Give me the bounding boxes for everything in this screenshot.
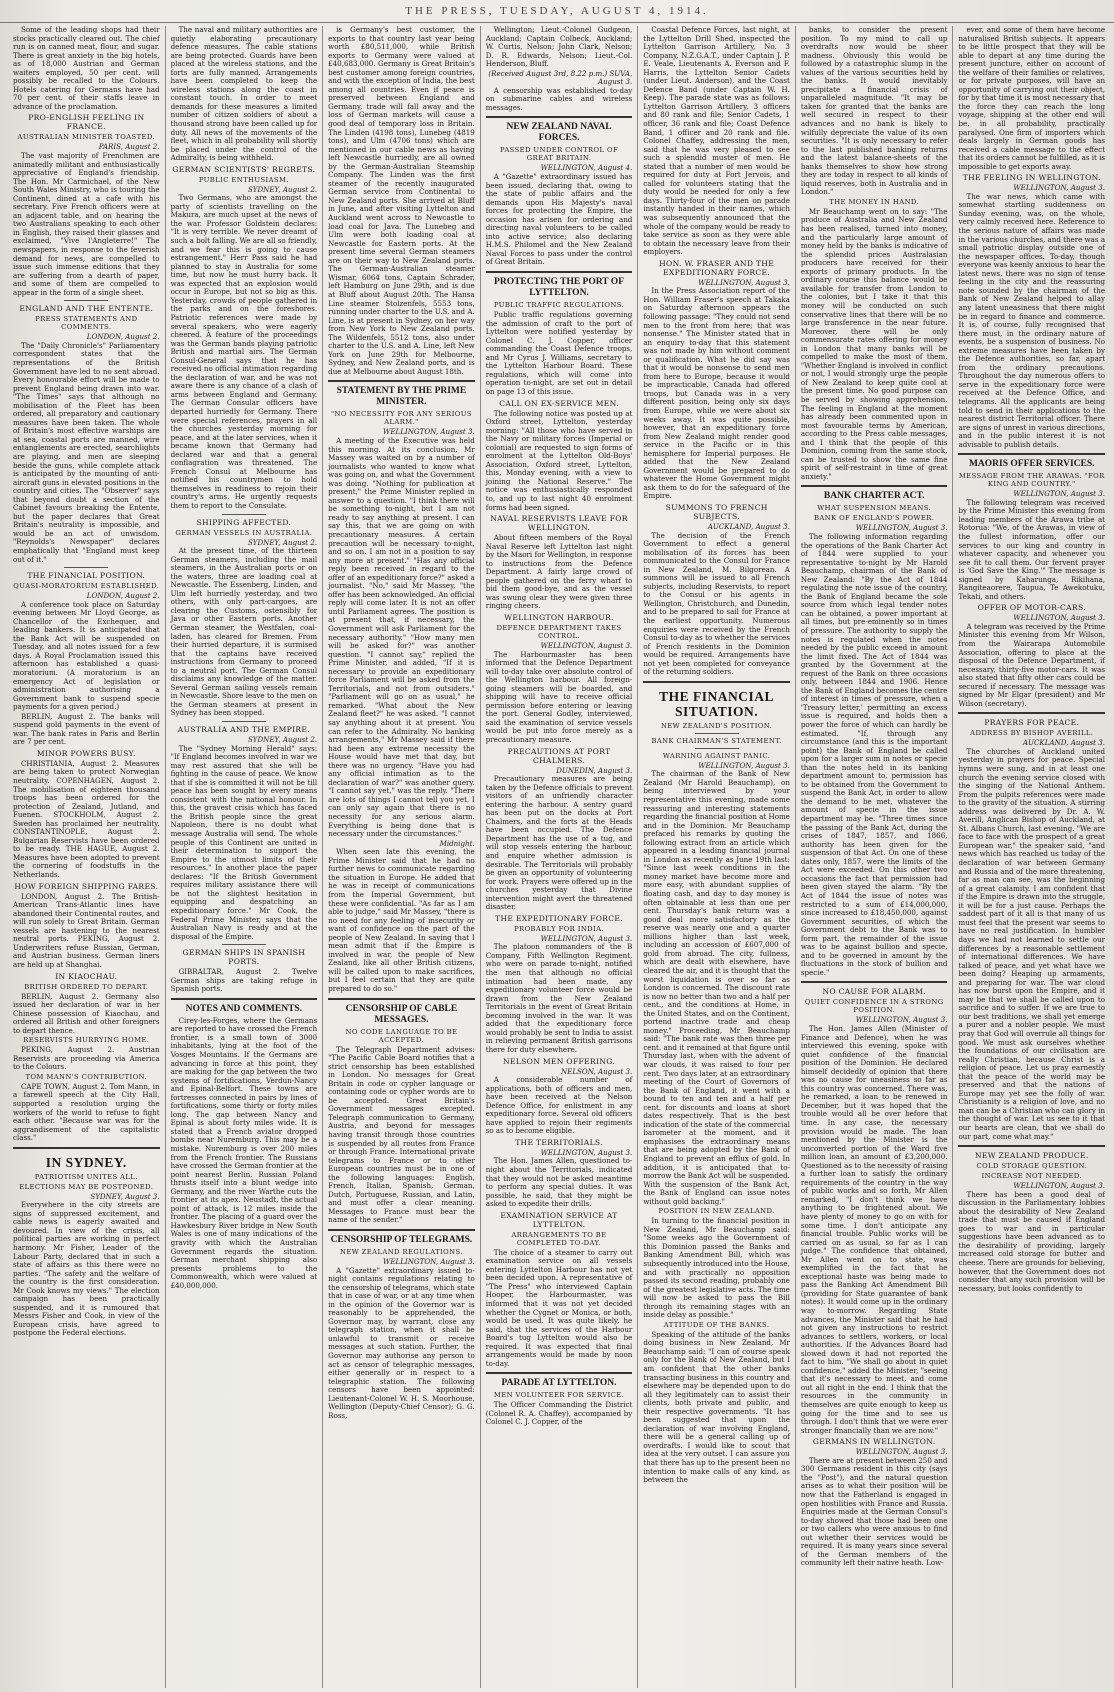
dateline: SYDNEY, August 3. xyxy=(90,1191,160,1201)
subheadline: WARNING AGAINST PANIC. xyxy=(662,751,771,760)
article-text: The following telegram was received by the Prime Minister this evening from leading members of the Arawa tribe at Rotorua: "We, of the Arawas, in view of the fullest information, offer our services to our king and country in whatever capacity, and whenever you see fit to call them. Our fervent prayer is 'God Save the King.'" The message is signed by Kaharunga, Rikihana, Rangiteaorere, Taupua, Te Awekotuku, Tekati, and others. xyxy=(958,497,1106,601)
dateline: WELLINGTON, August 3. xyxy=(1013,489,1106,499)
article-text: The Hon. James Allen, questioned to-night about the Territorials, indicated that they would not be asked meantime to perform any special duties. It was possible, he said, that they might be asked to expedite their drills. xyxy=(485,1156,633,1209)
article-text: The decision of the French Government to effect a general mobilisation of its forces has been communicated to the Consul for France in New Zealand, M. Bilgorean. A summons will be issued to all French subjects, including Reservists, to report to the Consul or his agents in Wellington, Christchurch, and Dunedin, and to be prepared to sail for France at the earliest opportunity. Numerous enquiries were received by the French Consul to-day as to whether the services of French residents in the Dominion would be required. Arrangements have not yet been completed for conveyance of the returning soldiers. xyxy=(643,530,790,677)
column-3 xyxy=(323,26,481,1688)
article-text: In the Press Association report of the Hon. William Fraser's speech at Takaka on Saturday afternoon appears the following passage: "They could not send men to the front from here; that was nonsense." The Minister stated that in an enquiry to-day that this statement was not made by him without comment or qualification. What he did say was that it would be nonsense to send men from here to Europe, because it would be impracticable. Canada had offered troops, but Canada was in a very different position, being only six days from Europe, while we were about six weeks away. It was quite possible, however, that an expeditionary force from New Zealand might render good service in the Pacific or in this hemisphere for Imperial purposes. He added that the New Zealand Government would be prepared to do whatever the Home Government might ask them to do for the safeguard of the Empire. xyxy=(643,286,790,501)
dateline: WELLINGTON, August 3. xyxy=(383,1257,475,1266)
headline: THE EXPEDITIONARY FORCE. xyxy=(495,913,623,923)
dateline: WELLINGTON, August 3. xyxy=(540,1147,633,1157)
headline-large: IN SYDNEY. xyxy=(45,1154,127,1170)
subheadline: PRESS STATEMENTS AND COMMENTS. xyxy=(35,315,138,332)
headline: SHIPPING AFFECTED. xyxy=(196,517,292,527)
subheadline: TOM MANN'S CONTRIBUTION. xyxy=(25,1072,148,1081)
subheadline: ADDRESS BY BISHOP AVERILL. xyxy=(970,729,1094,738)
headline-medium: BANK CHARTER ACT. xyxy=(823,491,925,502)
subheadline: INCREASE NOT NEEDED. xyxy=(981,1172,1082,1181)
subheadline: BRITISH ORDERED TO DEPART. xyxy=(24,982,149,991)
dateline: WELLINGTON, August 3. xyxy=(1013,1181,1106,1191)
dateline: WELLINGTON, August 3. xyxy=(855,1447,948,1457)
article-text: The following notice was posted up at Oxford street, Lyttelton, yesterday morning: "All those who have served in the Navy or military forces (Imperial or colonial) are requested to sign forms of enrolment at the Lyttelton Old-Boys' Association, Oxford street, Lyttelton, this, Monday evening, with a view to joining the National Reserve." The notice was enthusiastically responded to, and up to last night 40 enrolment forms had been signed. xyxy=(485,408,633,512)
headline: ENGLAND AND THE ENTENTE. xyxy=(19,304,154,314)
article-text: The following information regarding the operations of the Bank Charter Act of 1844 were supplied to your representative to-night by Mr Harold Beauchamp, chairman of the Bank of New Zealand: "By the Act of 1844 regulating the note issue of the country, the Bank of England became the sole source from which legal tender notes can be obtained, a power important at all times, but pre-eminently so in times of pressure. The authority to supply the notes is regulated when the notes needed by the public exceed in amount the limit fixed. The Act of 1844 was granted by the Government at the request of the Bank on three occasions only, between 1844 and 1906. Hence the Bank of England becomes the centre of interest in times of pressure, when a 'Treasury letter,' permitting an excess issue is required, and holds then a power the force of which can hardly be estimated. "If, through any circumstance (and this is the important point) the Bank of England be called upon for a larger sum in notes or specie than the notes held in its banking department amount to, permission has to be obtained from the Government to suspend the Bank Act, in order to allow the demand to be met, whatever the amount of specie in the issue department may be. "Three times since the passing of the Bank Act, during the crises of 1847, 1857, and 1866, authority has been given for the suspension of that Act. On one of these dates only, 1857, were the limits of the Act were exceeded. On this other two occasions the fact that permission had been given stayed the alarm. "By the Act of 1844 the issue of notes was restricted to a sum of £14,000,000, since increased to £18,450,000, against Government securities, of which the Government debt to the Bank was to form part, the remainder of the issue was to be against bullion and specie, and to be governed in amount by the fluctuations in the stock of bullion and specie." xyxy=(800,531,948,977)
article-text: A meeting of the Executive was held this morning. At its conclusion, Mr Massey was waited on by a number of journalists who wanted to know what was going on, and what the Government was doing. "Nothing for publication at present," the Prime Minister replied in answer to a question. "I think there will be something to-night, but I am not ready to say anything at present. I can say this, that we are going on with precautionary measures. A certain precaution will be necessary to-night, and so on. I am not in a position to say any more at present." "Has any official reply been received in regard to the offer of an expeditionary force?" asked a journalist. "No," said Mr Massey, "the offer has been acknowledged. An official reply will come later. It is not an offer until Parliament agrees. The position is at present that, if necessary, the Government will ask Parliament for the necessary authority." "How many men will be asked for?" was another question. "I cannot say," replied the Prime Minister, and added, "If it is necessary to provide an expeditionary force Parliament will be asked from the Territorials, and not from outsiders." "Parliament will go on as usual," he remarked. "What about the New Zealand fleet?" he was asked. "I cannot say anything about it at present. You can refer to the Admiralty. No banking arrangements," Mr Massey said if there had been any extreme necessity the House would have met that day, but there was no urgency. "Have you had any official intimation as to the declaration of war?" was another query. "I cannot say yet," was the reply. "There are lots of things I cannot tell you yet. I can only say again that there is no necessity for any serious alarm. Everything is being done that is necessary under the circumstances." xyxy=(328,435,475,839)
headline: GERMAN SHIPS IN SPANISH PORTS. xyxy=(182,948,306,967)
headline: WELLINGTON HARBOUR. xyxy=(504,612,614,622)
headline: PRAYERS FOR PEACE. xyxy=(984,718,1080,728)
article-text: A conference took place on Saturday evening between Mr Lloyd George, as Chancellor of the Exchequer, and leading bankers. It is anticipated that the Bank Act will be suspended on Tuesday, and all notes issued for a few days. A Royal Proclamation issued this afternoon has established a quasi-moratorium. (A moratorium is an emergency Act of legislation or administration authorising a Government bank to suspend specie payments for a given period.) xyxy=(13,599,160,712)
subheadline: GERMAN VESSELS IN AUSTRALIA. xyxy=(175,528,313,537)
article-text: A censorship was established to-day on submarine cables and wireless messages. xyxy=(485,85,633,112)
dateline: AUCKLAND, August 3. xyxy=(1022,738,1106,748)
dateline: SYDNEY, August 2. xyxy=(247,735,318,745)
headline: THE TERRITORIALS. xyxy=(515,1137,603,1147)
dateline: WELLINGTON, August 3. xyxy=(383,427,475,437)
article-text: Cirey-les-Forges, where the Germans are reported to have crossed the French frontier, is a small town of 3000 inhabitants, lying at the foot of the Vosges Mountains. If the Germans are advancing in force at this point, they are making for the gap between the two systems of fortifications, Verdun-Nancy and Epinal-Belfort. These towns are fortresses connected in pairs by lines of fortifications, some thirty or forty miles long. The gap between Nancy and Epinal is about forty miles wide. It is stated that a French aviator dropped bombs near Nuremburg. This may be a mistake. Nuremburg is over 200 miles from the French frontier. The Russians have crossed the German frontier at the point nearest Berlin. Russian Poland thrusts itself into a blunt wedge into Germany, and the river Warthe cuts the frontier at its apex. Neustadt, the actual point of attack, is 12 miles inside the frontier. The placing of a guard over the Hawkesbury River bridge in New South Wales is one of many indications of the gravity with which the Australian Government regards the situation. German merchant shipping also presents problems to the Commonwealth, which were valued at £40,000,000. xyxy=(170,1015,318,1290)
subheadline: THE MONEY IN HAND. xyxy=(829,197,920,206)
dateline: (Received August 3rd, 8.22 p.m.) SUVA, August 3. xyxy=(488,68,633,87)
article-text: A "Gazette" extraordinary issued to-night contains regulations relating to the censorship of telegrams, which state that in case of war, or at any time when in the opinion of the Governor war is reasonably to be apprehended, the Governor may, by warrant, close any telegraph station, when it shall be unlawful to transmit or receive messages at such station. Further, the Governor may authorise any person to act as censor of telegraphic messages, either generally or in respect to a telegraphic station. The following censors have been appointed: Lieutenant-Colonel W. H. S. Moorhouse, Wellington (Deputy-Chief Censor); G. G. Ross, xyxy=(328,1265,475,1420)
headline-large: THE FINANCIAL SITUATION. xyxy=(659,688,775,719)
headline: AUSTRALIA AND THE EMPIRE. xyxy=(177,725,310,735)
subheadline: AUSTRALIAN MINISTER TOASTED. xyxy=(17,133,156,142)
subheadline: NEW ZEALAND REGULATIONS. xyxy=(340,1248,463,1256)
dateline: WELLINGTON, August 3. xyxy=(1013,183,1106,193)
dateline: NELSON, August 3. xyxy=(560,1066,633,1076)
subheadline: DEFENCE DEPARTMENT TAKES CONTROL. xyxy=(496,623,622,640)
subheadline: ATTITUDE OF THE BANKS. xyxy=(663,1320,770,1329)
article-text: PEKING, August 2. Austrian Reservists are proceeding via America to the Colours. xyxy=(13,1045,160,1072)
subheadline: RESERVISTS HURRYING HOME. xyxy=(23,1036,150,1045)
dateline: Midnight. xyxy=(439,838,475,848)
subheadline: POSITION IN NEW ZEALAND. xyxy=(658,1207,775,1216)
headline-medium: CENSORSHIP OF TELEGRAMS. xyxy=(330,1235,473,1245)
headline: GERMAN SCIENTISTS' REGRETS. xyxy=(172,164,316,174)
column-4 xyxy=(481,26,639,1688)
headline: HOW FOREIGN SHIPPING FARES. xyxy=(14,881,159,891)
headline: IN KIAOCHAU. xyxy=(55,971,118,981)
headline: EXAMINATION SERVICE AT LYTTELTON. xyxy=(500,1210,618,1229)
subheadline: PUBLIC TRAFFIC REGULATIONS. xyxy=(493,301,625,310)
article-text: banks, to consider the present position. To my mind to call up overdrafts now would be sheer madness. Obviously this would be followed by a catastrophic slump in the values of the various securities held by the banks. It would inevitably precipitate a financial crisis of unparalleled magnitude. "It may be taken for granted that the banks are well secured in respect to their advances and no bank is likely to wilfully depreciate the value of its own securities. "It is only necessary to refer to the last published banking returns and the latest balance-sheets of the banks themselves to show how strong they are today in respect to all kinds of liquid reserves, both in Australia and in London." xyxy=(800,26,948,197)
dateline: WELLINGTON, August 3. xyxy=(698,760,790,770)
article-text: In turning to the financial position in New Zealand, Mr Beauchamp said: "Some weeks ago the Government of this Dominion passed the Banks and Banking Amendment Bill, which was subsequently introduced into the House, and with practically no opposition passed its second reading, probably one of the greatest legislative acts. The time will now be asked to pass the Bill through its remaining stages with an inside delay as possible." xyxy=(643,1216,790,1320)
subheadline: PASSED UNDER CONTROL OF GREAT BRITAIN. xyxy=(499,146,619,163)
article-text: The chairman of the Bank of New Zealand (Mr Harold Beauchamp), on being interviewed by your representative this evening, made some reassuring and interesting statements regarding the financial position at Home and in the Dominion. Mr Beauchamp prefaced his remarks by quoting the following extract from an article which appeared in a leading financial journal in London as recently as June 19th last: "Since last week conditions in the money market have become more and more easy, with abundant supplies of floating cash, and day to day money is often obtainable at less than one per cent. Thursday's bank return was a good deal more satisfactory as the reserve was nearly one and a quarter millions higher than last week, including an accession of £607,000 of gold from abroad. The city, fullness, which are dealt with elsewhere, have cleared the air, and it is thought that the worst liquidation is over so far as London is concerned. The discount rate is now no better than two and a half per cent., and the conditions at Home, in the United States, and on the Continent, portend inactive trade and cheap money." Proceeding, Mr Beauchamp said: "The bank rate was then three per cent. and it remained at that figure until Thursday last, when with the advent of war clouds, it was raised to four per cent. Two days later, at an extraordinary meeting of the Court of Governors of the Bank of England, it went with a bound to ten and ten and a half per cent. for discounts and loans at short dates respectively. That is the best indication of the state of the commercial barometer at the moment, and it emphasises the extraordinary means that are being adopted by the Bank of England to prevent an efflux of gold. In addition, it is anticipated that to-morrow the Bank Act will be suspended. With the suspension of the Bank Act, the Bank of England can issue notes without gold backing." xyxy=(643,769,790,1206)
article-text: Everywhere in the city streets are signs of suppressed excitement, and cable news is eagerly awaited and devoured. In view of the crisis, all political parties are working in perfect harmony. Mr Fisher, Leader of the Labour Party, declared that in such a state of affairs as this there were no parties. "The safety and the welfare of the country is the first consideration. Mr Cook knows my views." The election campaign has been practically suspended, and it is rumoured that Messrs Fisher and Cook, in view of the European crisis, have agreed to postpone the Federal elections. xyxy=(13,1200,160,1338)
headline: THE FEELING IN WELLINGTON. xyxy=(962,173,1101,183)
article-text: The Officer Commanding the District (Colonel R. A. Chaffey), accompanied by Colonel C. J. Copper, of the xyxy=(485,1400,633,1427)
headline: MINOR POWERS BUSY. xyxy=(36,748,136,758)
headline: NELSON MEN OFFERING. xyxy=(503,1056,616,1066)
article-text: The choice of a steamer to carry out examination service on all vessels entering Lyttelton Harbour has not yet been decided upon. A representative of "The Press" who interviewed Captain Hooper, the Harbourmaster, was informed that it was not yet decided whether the Cygnet or Monica, or both, would be used. It was quite likely, he said, that the services of the Harbour Board's tug Lyttelton would also be required. It was expected that final arrangements would be made by noon to-day. xyxy=(485,1247,633,1368)
article-text: Coastal Defence Forces, last night, at the Lyttelton Drill Shed, inspected the Lyttelton Garrison Artillery, No. 3 Company, N.Z.G.A.T., under Captain J. P. E. Veale, Lieutenants A. Everson and F. Harris, the Lyttelton Senior Cadets (under Lieut. Anderson), and the Coast Defence Band (under Captain W. H. Keep). The parade state was as follows: Lyttelton Garrison Artillery, 3 officers and 80 rank and file; Senior Cadets, 1 officer, 36 rank and file; Coast Defence Band, 1 officer and 20 rank and file. Colonel Chaffey, addressing the men, said that he was very pleased to see such a splendid muster of men. He stated that a number of men would be required for duty at Fort Jervois, and called for volunteers stating that the duty would be needed for only a few days. Thirty-four of the men on parade instantly handed in their names, which was subsequently announced that the whole of the company would be ready to take service as soon as they were able to obtain the necessary leave from their employers. xyxy=(643,26,790,257)
headline: OFFER OF MOTOR-CARS. xyxy=(977,603,1086,613)
column-1 xyxy=(8,26,166,1688)
headline-medium: PROTECTING THE PORT OF LYTTELTON. xyxy=(494,277,624,299)
article-text: Mr Beauchamp went on to say: "The produce of Australia and New Zealand has been realised, turned into money, and the particularly large amount of money held by the banks is indicative of the splendid prices Australasian producers have received for their exports of primary products. In the ordinary course this balance would be available for transfer from London to the colonies, but I take it that this money will be conducted on such conservative lines that there will be no large transference in the near future. Moreover, there will be only commensurate rates offering for money in London that many banks will be compelled to make the most of them. "Whether England is involved in conflict or not, I would strongly urge the people of New Zealand to keep quite cool at the present time. No good purpose can be served by showing apprehension. The feeling in England at the moment has already been commented upon in most favourable terms by American, according to the Press cable messages, and I think that the people of this Dominion, coming from the same stock, can be trusted to show the same fine spirit of self-restraint in time of great anxiety." xyxy=(800,206,948,481)
article-text: The churches of Auckland united yesterday in prayers for peace. Special hymns were sung, and in at least one church the evening service closed with the singing of the National Anthem. From the pulpits references were made to the gravity of the situation. A stirring address was delivered by Dr. A. W. Averill, Anglican Bishop of Auckland, at St. Albans Church, last evening. "We are face to face with the prospect of a great European war," the speaker said, "and news which has reached us today of the declaration of war between Germany and Russia and of the more threatening, far as man can see, was the beginning of a great calamity. I am confident that if the Empire is drawn into the struggle, it will be for a just cause. Perhaps the saddest part of it all is that many of us must feel that the present war seems to have no real justification. In humbler days we had not learned to settle our differences by a reasonable settlement of international differences. We have talked of peace, and yet what have we been doing? Heaping up armaments, and preparing for war. The war cloud has now burst upon the Empire, and it may be that we shall be called upon to sacrifice and to suffer. If we are true to our best traditions, we shall yet emerge a purer and a nobler people. We must pray that God will overrule all things for good. We must ask ourselves whether the foundations of our civilisation are really Christian, because Christ is a religion of peace. Let us pray earnestly that the peace of the world may be preserved and that the nations of Europe may yet see the folly of war. Christianity is a religion of love, and no man can be a Christian who can glory in the thought of war. Let us see to it that our hearts are clean, that we shall do our part, come what may." xyxy=(958,746,1106,1141)
subheadline: PROBABLY FOR INDIA. xyxy=(514,924,604,933)
article-text: A considerable number of applications, both of officers and men, have been received at the Nelson Defence Office, for enlistment in any expeditionary force. Several old officers have applied to rejoin their regiments so as to become eligible. xyxy=(485,1075,633,1136)
dateline: WELLINGTON, August 3. xyxy=(698,277,790,287)
headline-medium: NEW ZEALAND NAVAL FORCES. xyxy=(506,122,612,144)
article-text: Some of the leading shops had their stocks practically cleared out. The chief run is on canned meat, flour, and sugar. There is great anxiety in the big hotels, as of 18,000 Austrian and German waiters employed, 50 per cent. will possibly be recalled to the Colours. Hotels catering for Germans have had 70 per cent. of their staffs leave in advance of the proclamation. xyxy=(13,26,160,111)
column-6 xyxy=(796,26,954,1688)
column-2 xyxy=(166,26,324,1688)
dateline: WELLINGTON, August 3. xyxy=(855,523,948,533)
headline: PRO-ENGLISH FEELING IN FRANCE. xyxy=(28,113,145,132)
article-text: The naval and military authorities are quietly elaborating precautionary defence measures. The cable stations are being protected. Guards have been placed at the wireless stations, and the forts are fully manned. Arrangements have been completed to keep the wireless stations along the coast in constant touch. In order to meet demands for these measures a limited number of citizen soldiers of about a thousand strong have been called up for duty. All news of the movements of the fleet, which in all probability will shortly be placed under the control of the Admiralty, is being withheld. xyxy=(170,26,318,163)
article-text: There are at present between 250 and 300 Germans resident in this city (says the "Post"), and the natural question arises as to what their position will be now that the Fatherland is engaged in open hostilities with France and Russia. Enquiries made at the German Consul's to-day showed that those had been one or two callers who were anxious to find out whether their services would be required. It is many years since several of the German members of the community left their native heath. Low- xyxy=(800,1455,948,1568)
headline: CALL ON EX-SERVICE MEN. xyxy=(499,398,619,408)
subheadline: NO CODE LANGUAGE TO BE ACCEPTED. xyxy=(345,1027,458,1044)
headline: SUMMONS TO FRENCH SUBJECTS. xyxy=(665,502,768,521)
article-text: BERLIN, August 2. Germany also issued her declaration of war in her Chinese possession of Kiaochau, and ordered all British and other foreigners to depart thence. xyxy=(13,991,160,1035)
article-text: CAPE TOWN, August 2. Tom Mann, in a farewell speech at the City Hall, supported a resolution urging the workers of the world to refuse to fight each other. "Because war was for the aggrandisement of the capitalistic class." xyxy=(13,1081,160,1143)
article-text: The "Daily Chronicle's" Parliamentary correspondent states that the representations of the British Government have led to no sent abroad. Every honourable effort will be made to prevent England being drawn into war. "The Times" says that although no mobilisation of the Fleet has been ordered, all preparatory and cautionary measures have been taken. The whole of Britain's most effective warships are at sea, coastal ports are manned, wire entanglements are erected, searchlights are playing, and men are sleeping beside the guns, while complete attack is anticipated by the mounting of anti-aircraft guns in elevated positions in the country and cities. The "Observer" says that beyond doubt a section of the Cabinet favours breaking the Entente, but the paper declares that Great Britain's neutrality is impossible, and would be an act of unwisdom. "Reynolds's Newspaper" declares emphatically that "England must keep out of it." xyxy=(13,340,160,564)
dateline: DUNEDIN, August 3. xyxy=(556,765,633,775)
article-text: Speaking of the attitude of the banks doing business in New Zealand, Mr Beauchamp said: "I can of course speak only for the Bank of New Zealand, but I am confident that the other banks transacting business in this country and elsewhere may be depended upon to do all they legitimately can to assist their clients, both private and public, and their respective governments. "It has been suggested that upon the declaration of war involving England, there will be a general calling up of overdrafts. I would like to scout that idea at the very outset. I can assure you that there has up to the present been no intention to make calls of any kind, as between the xyxy=(643,1329,790,1485)
article-text: The vast majority of Frenchmen are animatedly militant and enthusiastically appreciative of England's friendship. The Hon. Mr Carmichael, of the New South Wales Ministry, who is touring the Continent, dined at a cafe with his secretary. Five French officers were at an adjacent table, and on hearing the two Australians speaking to each other in English, they raised their glasses and exclaimed, "Vive l'Angleterre!" The newspapers, in response to the feverish demand for news, are compelled to issue such immense editions that they are suffering from a dearth of paper, and some of them are compelled to appear in the form of a single sheet. xyxy=(13,151,160,297)
headline: NO CAUSE FOR ALARM. xyxy=(822,987,926,997)
headline: HON. W. FRASER AND THE EXPEDITIONARY FORCE. xyxy=(659,258,775,277)
subheadline: QUIET CONFIDENCE IN A STRONG POSITION. xyxy=(804,998,944,1015)
headline: PRECAUTIONS AT PORT CHALMERS. xyxy=(507,746,611,765)
article-text: When seen late this evening, the Prime Minister said that he had no further news to communicate regarding the situation in Europe. He added that he was in receipt of communications from the Imperial Government, but these were confidential. "As far as I am able to judge," said Mr Massey, "there is no need for any feeling of insecurity or want of confidence on the part of the people of New Zealand. In saying that I mean admit that if the Empire is involved in war, the people of New Zealand, like all other British citizens, will be called upon to make sacrifices, but I feel certain that they are quite prepared to do so." xyxy=(328,847,475,993)
headline-medium: PARADE AT LYTTELTON. xyxy=(501,1378,617,1389)
headline-medium: STATEMENT BY THE PRIME MINISTER. xyxy=(336,386,467,408)
article-text: About fifteen members of the Royal Naval Reserve left Lyttelton last night by the Maori for Wellington, in response to instructions from the Defence Department. A fairly large crowd of people gathered on the ferry wharf to bid them good-bye, and as the vessel was swung clear they were given three ringing cheers. xyxy=(485,533,633,611)
article-text: The Telegraph Department advises: "The Pacific Cable Board notifies that a strict censorship has been established in London. No messages for Great Britain in code or cypher language or containing code or cypher words are to be accepted. Great Britain's Government messages excepted. Telegraph communication to Germany, Austria, and beyond for messages having transit through those countries is suspended by all routes from France or through France. International private telegrams to France or to other European countries must be in one of the following languages: English, French, Italian, Spanish, German, Dutch, Portuguese, Russian, and Latin, and must offer a clear meaning. Messages to France must bear the name of the sender." xyxy=(328,1044,475,1225)
article-text: At the present time, of the thirteen German steamers, including the mail steamers, in the Australian ports or on the waters, three are loading coal at Newcastle. The Essenberg, Linden, and Ulm left hurriedly yesterday, and two others, with only part-cargoes, are clearing the Customs, ostensibly for Java or other Eastern ports. Another German steamer, the Westfalen, coal-laden, has cleared for Bremen. From their hurried departure, it is surmised that the captains have received instructions from Germany to proceed to a neutral port. The German Consul disclaims any knowledge of the matter. Several German sailing vessels remain in Newcastle. Shore leave to the men on the German steamers at present in Sydney has been stopped. xyxy=(170,546,318,718)
article-text: The war news, which came with somewhat startling suddenness on Sunday evening, was, on the whole, very calmly received here. Reference to the serious nature of affairs was made in the various churches, and there was a small patriotic display outside one of the newspaper offices. To-day, though everyone was keenly anxious to hear the latest news, there was no sign of tense feeling in the city and the reassuring note sounded by the chairman of the Bank of New Zealand helped to allay any latent uneasiness that there might be in regard to finance and commerce. It is, of course, fully recognised that there must, in the ordinary nature of events, be a suspension of business. No extreme measures have been taken by the Defence authorities, so far, apart from the ordinary precautions. Throughout the day numerous offers to serve in the expeditionary force were received at the Defence Office, and telegrams. All the applicants are being told to send in their applications to the nearest district Territorial officer. There are signs of unrest in various directions, and in the public interest it is not advisable to publish details. xyxy=(958,191,1106,449)
dateline: WELLINGTON, August 3. xyxy=(855,1015,948,1025)
subheadline: COLD STORAGE QUESTION. xyxy=(976,1162,1087,1171)
subheadline: MEN VOLUNTEER FOR SERVICE. xyxy=(493,1391,625,1400)
article-text: Two Germans, who are amongst the party of scientists travelling on the Makura, are much upset at the news of the war. Professor Goldstein declares: "It is very terrible. We never dreamt of such a bolt falling. We are all so friendly, and we fear this is going to cause estrangement." Herr Pass said he had planned to stay in Australia for some time, but now he must hurry back. It was expected that an explosion would occur in Europe, but not so big as this. Yesterday, crowds of people gathered in the parks and on the foreshores. Patriotic references were made by several speakers, who were eagerly cheered. A feature of the proceedings was the German bands playing patriotic British and martial airs. The German Consul-General says that he has received no official intimation regarding the declaration of war, and he was not aware there is any chance of a clash of arms between England and Germany. The German Consular officers have departed hurriedly for Germany. There were special references, prayers in all the churches yesterday morning for peace, and at the later services, when it became known that Germany had declared war and that a general conflagration was threatened. The French Consul at Melbourne has notified his countrymen to hold themselves in readiness to rejoin their country's arms. He urgently requests them to report to the Consulate. xyxy=(170,193,318,510)
article-text: Wellington; Lieut.-Colonel Gudgeon, Auckland; Captain Colbeck, Auckland; W. Curtis, Nelson; John Clark, Nelson; D. R. Edwards, Nelson; Lieut.-Col. Henderson, Bluff. xyxy=(485,26,633,69)
article-text: The platoon commanders of the B Company, Fifth Wellington Regiment, who were on parade to-night, notified the men that although no official intimation had been made, any expeditionary volunteer force would be drawn from the New Zealand Territorials in the event of Great Britain becoming involved in the war. It was added that the expeditionary force would probably be sent to India to assist in relieving permanent British garrisons there for duty elsewhere. xyxy=(485,942,633,1054)
subheadline: PATRIOTISM UNITES ALL. xyxy=(34,1172,138,1181)
article-text: Precautionary measures are being taken by the Defence officials to prevent visitors of an unfriendly character entering the harbour. A sentry guard has been put on the docks at Port Chalmers, and the forts at the Heads have been occupied. The Defence Department has the use of a tug, and will stop vessels entering the harbour, and enquire whether admission is desirable. The Territorials will probably be given an opportunity of volunteering for work. Prayers were offered up in the churches yesterday that Divine intervention might avert the threatened disaster. xyxy=(485,774,633,912)
subheadline: BANK OF ENGLAND'S POWER. xyxy=(814,514,935,523)
article-text: The Harbourmaster has been informed that the Defence Department will to-day take over absolute control of the Wellington harbour. All foreign-going steamers will be boarded, and shipping will have to receive official permission before entering or leaving the port. General Godley, interviewed, said the examination of service vessels would be put into force merely as a precautionary measure. xyxy=(485,649,633,744)
article-text: LONDON, August 2. The British-American Trans-Atlantic lines have abandoned their Continental routes, and will run solely to Great Britain. German vessels are hastening to the nearest neutral ports. PEKING, August 2. Underwriters refuse Russian, German, and Austrian business. German liners are held up at Shanghai. xyxy=(13,891,160,969)
subheadline: "NO NECESSITY FOR ANY SERIOUS ALARM." xyxy=(330,410,472,427)
dateline: SYDNEY, August 2. xyxy=(247,184,318,194)
subheadline: QUASI-MORATORIUM ESTABLISHED. xyxy=(13,582,160,591)
article-text: A telegram was received by the Prime Minister this evening from Mr Wilson, from the Wairarapa Automobile Association, offering to place at the disposal of the Defence Department, if necessary, thirty-five motor-cars. It was also stated that fifty other cars could be secured if necessary. The message was signed by Mr Elgar (president) and Mr Wilson (secretary). xyxy=(958,621,1106,708)
article-text: GIBRALTAR, August 2. Twelve German ships are taking refuge in Spanish ports. xyxy=(170,967,318,994)
headline: GERMANS IN WELLINGTON. xyxy=(812,1437,936,1447)
dateline: PARIS, August 2. xyxy=(98,142,160,152)
article-text: There has been a good deal of discussion in the Parliamentary lobbies about the desirability of New Zealand trade that must be caused if England goes to war and in particular suggestions have been advanced as to the desirability of providing, largely increased cold storage for butter and cheese. There are grounds for believing, however, that the Government does not consider that any such provision will be necessary, but looks confidently to xyxy=(958,1189,1106,1293)
article-text: A "Gazette" extraordinary issued has been issued, declaring that, owing to the state of public affairs and the demands upon His Majesty's naval forces for protecting the Empire, the occasion has arisen for ordering and directing naval volunteers to be called into active service; also declaring H.M.S. Philomel and the New Zealand Naval Forces to pass under the control of Great Britain. xyxy=(485,172,633,267)
headline: NAVAL RESERVISTS LEAVE FOR WELLINGTON. xyxy=(490,514,628,533)
headline: THE FINANCIAL POSITION. xyxy=(27,571,146,581)
column-7 xyxy=(953,26,1110,1688)
subheadline: MESSAGE FROM THE ARAWAS. "FOR KING AND COUNTRY." xyxy=(958,472,1105,489)
article-text: CHRISTIANIA, August 2. Measures are being taken to protect Norwegian neutrality. COPENHAGEN, August 2. The mobilisation of eighteen thousand troops has been ordered for the protection of Zealand, Jutland, and Fuenen. STOCKHOLM, August 2. Sweden has proclaimed her neutrality. CONSTANTINOPLE, August 2. Bulgarian Reservists have been ordered to be ready. THE HAGUE, August 2. Measures have been adopted to prevent the cornering of foodstuffs in the Netherlands. xyxy=(13,758,160,880)
article-text: Public traffic regulations governing the admission of craft to the port of Lyttelton were notified yesterday by Colonel C. J. Copper, officer commanding the Coast Defence troops, and Mr Cyrus J. Williams, secretary to the Lyttelton Harbour Board. These regulations, which will come into operation to-night, are set out in detail on page 13 of this issue. xyxy=(485,310,633,396)
column-5 xyxy=(638,26,796,1688)
dateline: LONDON, August 2. xyxy=(86,591,160,601)
dateline: SYDNEY, August 2. xyxy=(247,537,318,547)
columns xyxy=(8,26,1110,1688)
headline-medium: NOTES AND COMMENTS. xyxy=(185,1003,303,1014)
subheadline: NEW ZEALAND'S POSITION. xyxy=(660,721,773,730)
article-text: The "Sydney Morning Herald" says: "If England becomes involved in war we may rest assured that she will be fighting in the cause of peace. We know that if she is committed it will not be till peace has been sought by every means consistent with the national honour. In this, the gravest crisis which has faced the British people since the great Napoleon, there is no doubt what message Australia will send. The whole people of this Continent are united in their determination to support the Empire to the utmost limits of their resources." In another place the paper declares: "If the British Government requires military assistance there will be not the slightest hesitation in equipping and despatching an expeditionary force." Mr Cook, the Federal Prime Minister, says that the Australian Navy is ready and at the disposal of the Empire. xyxy=(170,743,318,941)
masthead: THE PRESS, TUESDAY, AUGUST 4, 1914. xyxy=(0,0,1114,23)
subheadline: PUBLIC ENTHUSIASM. xyxy=(198,175,289,184)
article-text: ever, and some of them have become naturalised British subjects. It appears to be little prospect that they will be able to depart at any time during the present juncture, either on account of the welfare of their families or relatives, or for private purposes, will have an opportunity of carrying out their object, for by that time it is most necessary that the force they can reach the long voyage, shipping at the other end will be, in all probability, practically paralysed. One firm of importers which deals largely in German goods has received a cable message to the effect that its orders cannot be fulfilled, as it is impossible to get exports away. xyxy=(958,26,1106,171)
article-text: is Germany's best customer, the exports to that country last year being worth £80,511,000, while British exports to Germany were valued at £40,683,000. Germany is Great Britain's best customer among foreign countries, and with the exception of India, the best among all countries. Even if peace is preserved between England and Germany, trade will fall away and the loss of German markets will cause a good deal of temporary loss in Britain. The Linden (4198 tons), Lunebeg (4819 tons), and Ulm (4706 tons) which are mentioned in our cable news as having left Newcastle hurriedly, are all owned by the German-Australian Steamship Company. The Linden was the first steamer of the recently inaugurated German service from Continental to New Zealand ports. She arrived at Bluff in June, and after visiting Lyttelton and Auckland went across to Newcastle to load coal for Java. The Lunebeg and Ulm were both loading coal at Newcastle for Eastern ports. At the present time several German steamers are on their way to New Zealand ports. The German-Australian steamer Wismar, 6064 tons, Captain Schrader, left Hamburg on June 29th, and is due at Bluff about August 20th. The Hansa Line steamer Stolzenfels, 5553 tons, running under charter to the U.S. and A. Line, is at present in Sydney, on her way from New York to New Zealand ports. The Wildenfels, 5512 tons, also under charter to the U.S. and A. Line, left New York on June 29th for Melbourne, Sydney, and New Zealand ports, and is due at Melbourne about August 18th. xyxy=(328,26,475,376)
dateline: WELLINGTON, August 3. xyxy=(540,640,633,650)
headline-medium: CENSORSHIP OF CABLE MESSAGES. xyxy=(345,1003,458,1025)
headline-medium: MAORIS OFFER SERVICES. xyxy=(968,459,1095,470)
subheadline: BANK CHAIRMAN'S STATEMENT. xyxy=(651,736,782,745)
article-text: The Hon. James Allen (Minister of Finance and Defence), when he was interviewed this evening, spoke with quiet confidence of the financial position of the Dominion. He declared himself decidedly of opinion that there was no cause for uneasiness so far as this country was concerned. There was, he remarked, a loan to be renewed in December, but it was hoped that the trouble would all be over before that time. In any case, the necessary provision would be made. The loan mentioned by the Minister is the unconverted portion of the Ward five million loan, an amount of £3,200,000. Questioned as to the necessity of raising a further loan to satisfy the ordinary requirements of the country in the way of public works and so forth, Mr Allen remarked, "I don't think we have anything to be frightened about. We have plenty of money to go on with for some time. I don't anticipate any financial trouble. Public works will be carried on as usual, so far as I can judge." The confidence that obtained, Mr Allen went on to state, was exemplified in the fact that he exceptional haste was being made to pass the Banking Act Amendment Bill (providing for State guarantee of bank notes). It would come up in the ordinary way to-morrow. Regarding State advances, the Minister said that he had not given any instructions to restrict advances to settlers, workers, or local authorities. If the Advances Board had slowed down it had not reported the fact to him. "We shall go about in quiet confidence," added the Minister, "seeing that it's necessary to meet, and come out all right in the end. I think that the resources in the community in themselves are quite enough to keep us going for the time and to see us through. I don't think that we were ever stronger financially than we are now." xyxy=(800,1023,948,1435)
headline: NEW ZEALAND PRODUCE. xyxy=(974,1151,1089,1161)
subheadline: ELECTIONS MAY BE POSTPONED. xyxy=(19,1182,154,1191)
article-text: BERLIN, August 2. The banks will suspend gold payments in the event of war. The bank rates in Paris and Berlin are 7 per cent. xyxy=(13,711,160,747)
dateline: WELLINGTON, August 3. xyxy=(1013,613,1106,623)
dateline: WELLINGTON, August 4. xyxy=(540,163,633,173)
dateline: LONDON, August 2. xyxy=(86,332,160,342)
dateline: WELLINGTON, August 3. xyxy=(540,933,633,943)
subheadline: ARRANGEMENTS TO BE COMPLETED TO-DAY. xyxy=(511,1230,607,1247)
subheadline: WHAT SUSPENSION MEANS. xyxy=(817,504,932,513)
dateline: AUCKLAND, August 3. xyxy=(707,521,790,531)
